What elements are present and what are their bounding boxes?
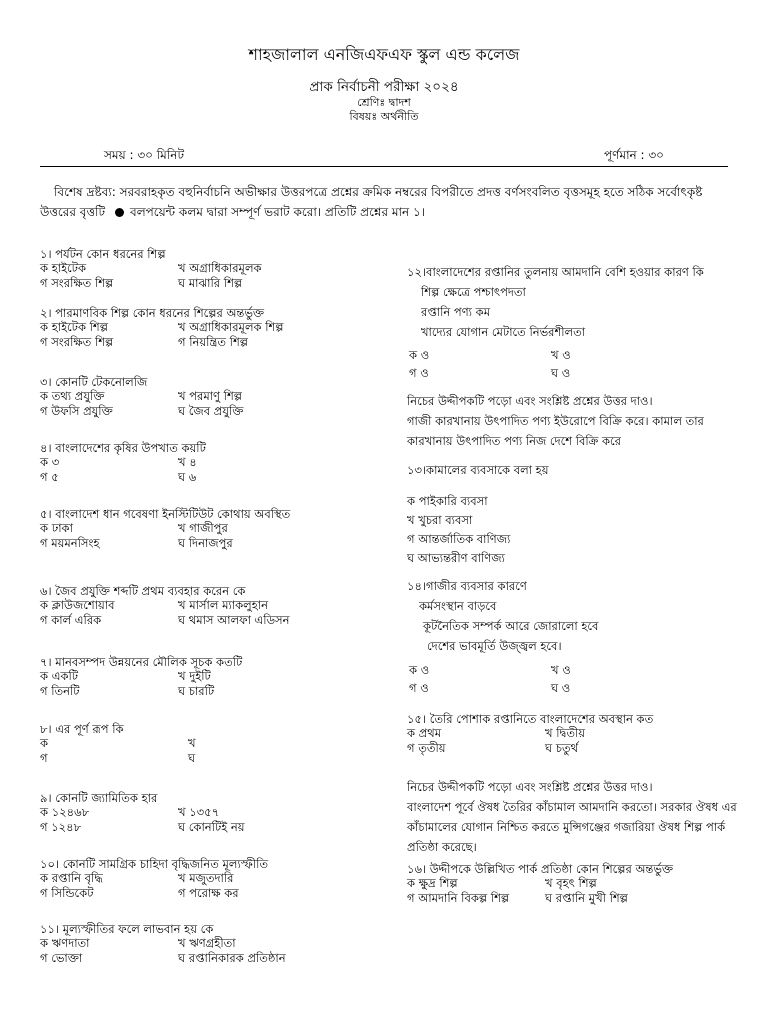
- question-12-options: [409, 346, 693, 382]
- option-ka: ক হাইটেক: [40, 261, 86, 276]
- question-5: [40, 507, 358, 550]
- option-gha: ঘ ও: [551, 681, 571, 695]
- question-3: [40, 375, 358, 418]
- option-kha: খ খুচরা ব্যবসা: [407, 513, 473, 527]
- option-ka: ক তথ্য প্রযুক্তি: [40, 389, 105, 404]
- option-gha: ঘ জৈব প্রযুক্তি: [178, 403, 244, 418]
- option-ka: ক ১২৪৬৮: [40, 805, 90, 820]
- subject-label: বিষয়ঃ অর্থনীতি: [349, 110, 419, 123]
- header-divider: [40, 166, 728, 167]
- stimulus-text: বাংলাদেশ পূর্বে ঔষধ তৈরির কাঁচামাল আমদানি করতো। সরকার ঔষধ এর কাঁচামালের যোগান নিশ্চিত করতে মুন্সিগঞ্জের গজারিয়া ঔষধ শিল্প পার্ক প্রতিষ্ঠা করেছে।: [407, 800, 737, 854]
- option-ga: গ উফসি প্রযুক্তি: [40, 403, 113, 418]
- option-ka: ক হাইটেক শিল্প: [40, 320, 108, 335]
- question-12: [407, 262, 704, 342]
- option-kha: খ দুইটি: [178, 669, 211, 684]
- option-kha: খ অগ্রাধিকারমূলক: [178, 261, 262, 276]
- class-label: শ্রেণিঃ দ্বাদশ: [357, 96, 411, 109]
- option-kha: খ দ্বিতীয়: [545, 726, 586, 741]
- question-text: ৯। কোনটি জ্যামিতিক হার: [40, 791, 158, 805]
- option-kha: খ ও: [551, 348, 571, 362]
- exam-title: প্রাক নির্বাচনী পরীক্ষা ২০২৪: [309, 79, 459, 95]
- option-ga: গ ও: [409, 366, 429, 380]
- option-gha: ঘ ও: [551, 366, 571, 380]
- statement-2: কূটনৈতিক সম্পর্ক আরে জোরালো হবে: [423, 619, 599, 633]
- option-kha: খ: [188, 736, 196, 751]
- statement-3: খাদ্যের যোগান মেটাতে নির্ভরশীলতা: [421, 325, 586, 339]
- instruction-part1: বিশেষ দ্রষ্টব্য: সরবরাহকৃত বহুনির্বাচনি অভীক্ষার উত্তরপত্রে প্রশ্নের ক্রমিক নম্বরের বিপরীতে প্রদত্ত বর্ণসংবলিত বৃত্তসমূহ হতে সঠিক সর্বোৎকৃষ্ট উত্তরের বৃত্তটি: [40, 185, 703, 219]
- option-kha: খ ১৩৫৭: [178, 805, 220, 820]
- question-8: [40, 722, 368, 765]
- question-14: [407, 576, 598, 656]
- option-gha: ঘ: [188, 750, 196, 765]
- stimulus-text: গাজী কারখানায় উৎপাদিত পণ্য ইউরোপে বিক্রি করে। কামাল তার কারখানায় উৎপাদিত পণ্য নিজ দেশে বিক্রি করে: [407, 414, 704, 448]
- instruction-part2: বলপয়েন্ট কলম দ্বারা সম্পূর্ণ ভরাট করো। প্রতিটি প্রশ্নের মান ১।: [130, 205, 426, 219]
- question-text: ৩। কোনটি টেকনোলজি: [40, 375, 148, 389]
- option-ka: ক ৩: [40, 455, 60, 470]
- question-14-options: [409, 661, 693, 697]
- question-15: [407, 712, 705, 755]
- option-kha: খ অগ্রাধিকারমূলক শিল্প: [178, 320, 284, 335]
- filled-circle-icon: [115, 208, 124, 217]
- option-ga: গ সিন্ডিকেট: [40, 885, 94, 900]
- option-gha: ঘ ৬: [178, 469, 197, 484]
- question-text: ১৬। উদ্দীপকে উল্লিখিত পার্ক প্রতিষ্ঠা কোন শিল্পের অন্তর্ভুক্ত: [407, 862, 674, 876]
- option-kha: খ ৪: [178, 455, 197, 470]
- option-kha: খ পরমাণু শিল্প: [178, 389, 242, 404]
- option-ka: ক ও: [409, 663, 430, 677]
- statement-2: রপ্তানি পণ্য কম: [421, 305, 491, 319]
- option-ka: ক ক্লাউজশোয়াব: [40, 598, 115, 613]
- option-ga: গ ১২৪৮: [40, 819, 82, 834]
- question-text: ৭। মানবসম্পদ উন্নয়নের মৌলিক সূচক কতটি: [40, 655, 243, 669]
- option-ga: গ আন্তর্জাতিক বাণিজ্য: [407, 532, 511, 546]
- option-gha: ঘ কোনটিই নয়: [178, 819, 245, 834]
- option-kha: খ গাজীপুর: [178, 521, 228, 536]
- option-gha: ঘ থমাস আলফা এডিসন: [178, 612, 290, 627]
- option-kha: খ বৃহৎ শিল্প: [545, 876, 597, 891]
- option-ga: গ আমদানি বিকল্প শিল্প: [407, 890, 510, 905]
- stimulus-heading: নিচের উদ্দীপকটি পড়ো এবং সংশ্লিষ্ট প্রশ্নের উত্তর দাও।: [407, 394, 653, 408]
- option-ka: ক ক্ষুদ্র শিল্প: [407, 876, 458, 891]
- question-text: ৫। বাংলাদেশ ধান গবেষণা ইনস্টিটিউট কোথায় অবস্থিত: [40, 507, 291, 521]
- option-gha: ঘ রপ্তানিকারক প্রতিষ্ঠান: [178, 950, 286, 965]
- option-ga: গ: [40, 750, 48, 765]
- school-name: শাহজালাল এনজিএফএফ স্কুল এন্ড কলেজ: [248, 45, 520, 64]
- option-ka: ক: [40, 736, 49, 751]
- option-kha: খ মার্সাল ম্যাকলুহান: [178, 598, 268, 613]
- question-text: ১২।বাংলাদেশের রপ্তানির তুলনায় আমদানি বেশি হওয়ার কারণ কি: [407, 265, 704, 279]
- option-ga: গ সংরক্ষিত শিল্প: [40, 334, 114, 349]
- time-label: সময় : ৩০ মিনিট: [104, 148, 184, 162]
- question-text: ১৩।কামালের ব্যবসাকে বলা হয়: [407, 463, 549, 477]
- question-text: ১১। মূল্যস্ফীতির ফলে লাভবান হয় কে: [40, 922, 214, 936]
- instruction: [40, 182, 730, 222]
- option-ka: ক ঋণদাতা: [40, 936, 90, 951]
- option-ka: ক প্রথম: [407, 726, 442, 741]
- option-ga: গ কার্ল এরিক: [40, 612, 102, 627]
- option-kha: খ ঋণগ্রহীতা: [178, 936, 236, 951]
- question-text: ৮। এর পূর্ণ রূপ কি: [40, 722, 124, 736]
- question-11: [40, 922, 358, 965]
- question-text: ১। পর্যটন কোন ধরনের শিল্প: [40, 247, 166, 261]
- question-text: ১৪।গাজীর ব্যবসার কারণে: [407, 579, 527, 593]
- option-gha: ঘ রপ্তানি মুখী শিল্প: [545, 890, 628, 905]
- option-ga: গ ময়মনসিংহ: [40, 535, 100, 550]
- option-gha: ঘ আভ্যন্তরীণ বাণিজ্য: [407, 551, 505, 565]
- statement-3: দেশের ভাবমূর্তি উজ্জ্বল হবে।: [427, 639, 562, 653]
- option-ka: ক একটি: [40, 669, 79, 684]
- marks-label: পূর্ণমান : ৩০: [604, 148, 664, 162]
- option-ga: গ ও: [409, 681, 429, 695]
- stimulus-1: [407, 391, 737, 451]
- question-7: [40, 655, 358, 698]
- option-ka: ক ও: [409, 348, 430, 362]
- question-16: [407, 862, 705, 905]
- stimulus-2: [407, 777, 737, 857]
- option-gha: ঘ চারটি: [178, 683, 215, 698]
- option-gha: গ পরোক্ষ কর: [178, 885, 239, 900]
- option-ka: ক পাইকারি ব্যবসা: [407, 494, 488, 508]
- option-ga: গ ভোক্তা: [40, 950, 83, 965]
- option-ka: ক ঢাকা: [40, 521, 73, 536]
- question-text: ২। পারমাণবিক শিল্প কোন ধরনের শিল্পের অন্তর্ভুক্ত: [40, 306, 265, 320]
- statement-1: কর্মসংস্থান বাড়বে: [419, 599, 497, 613]
- stimulus-heading: নিচের উদ্দীপকটি পড়ো এবং সংশ্লিষ্ট প্রশ্নের উত্তর দাও।: [407, 780, 653, 794]
- option-ka: ক রপ্তানি বৃদ্ধি: [40, 871, 103, 886]
- question-2: [40, 306, 358, 349]
- option-gha: ঘ দিনাজপুর: [178, 535, 233, 550]
- question-13: [407, 461, 549, 568]
- question-10: [40, 857, 358, 900]
- option-gha: গ নিয়ন্ত্রিত শিল্প: [178, 334, 248, 349]
- question-9: [40, 791, 358, 834]
- question-1: [40, 247, 358, 290]
- question-6: [40, 584, 358, 627]
- option-ga: গ তৃতীয়: [407, 740, 446, 755]
- question-text: ৬। জৈব প্রযুক্তি শব্দটি প্রথম ব্যবহার করেন কে: [40, 584, 246, 598]
- option-ga: গ সংরক্ষিত শিল্প: [40, 275, 114, 290]
- option-gha: ঘ মাঝারি শিল্প: [178, 275, 243, 290]
- option-ga: গ ৫: [40, 469, 59, 484]
- option-kha: খ মজুতদারি: [178, 871, 234, 886]
- statement-1: শিল্প ক্ষেত্রে পশ্চাৎপদতা: [421, 285, 526, 299]
- option-gha: ঘ চতুর্থ: [545, 740, 579, 755]
- question-4: [40, 441, 358, 484]
- question-text: ১০। কোনটি সামগ্রিক চাহিদা বৃদ্ধিজনিত মূল্যস্ফীতি: [40, 857, 269, 871]
- question-text: ৪। বাংলাদেশের কৃষির উপখাত কয়টি: [40, 441, 206, 455]
- option-ga: গ তিনটি: [40, 683, 80, 698]
- question-text: ১৫। তৈরি পোশাক রপ্তানিতে বাংলাদেশের অবস্থান কত: [407, 712, 654, 726]
- option-kha: খ ও: [551, 663, 571, 677]
